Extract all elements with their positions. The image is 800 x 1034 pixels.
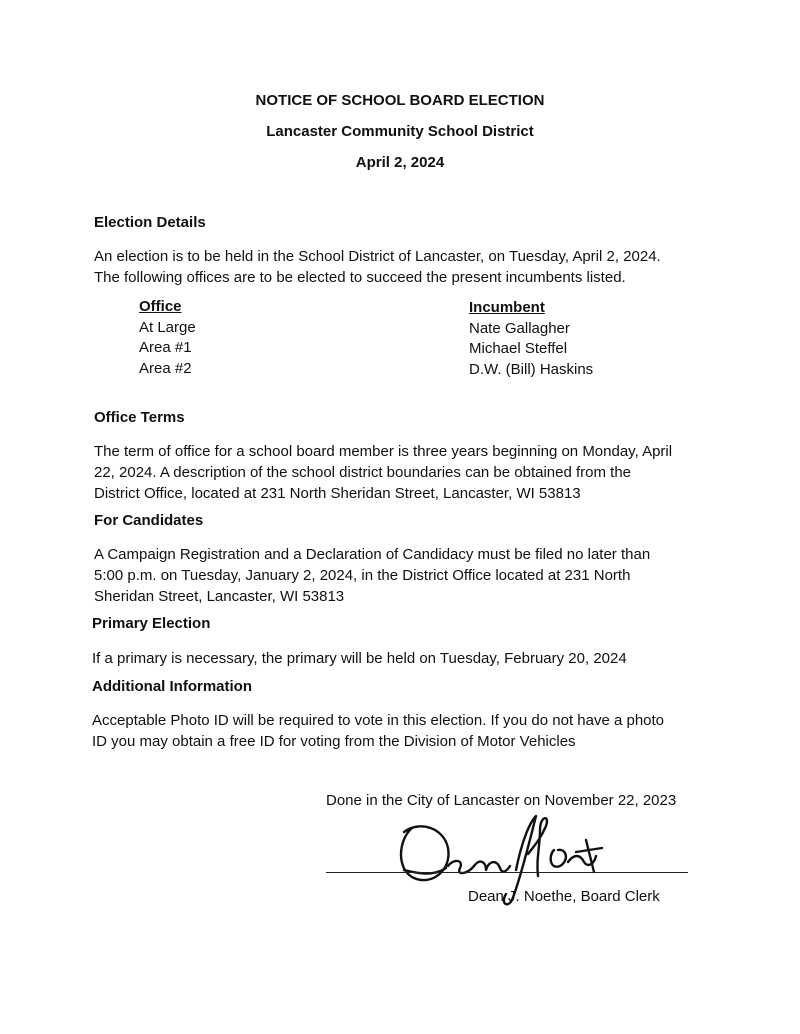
additional-heading: Additional Information	[92, 678, 252, 695]
candidates-line-2: 5:00 p.m. on Tuesday, January 2, 2024, in the District Office located at 231 North	[94, 567, 631, 584]
election-date: April 2, 2024	[355, 154, 445, 171]
clerk-name: Dean J. Noethe, Board Clerk	[468, 888, 660, 905]
office-cell: At Large	[139, 318, 196, 336]
incumbent-header: Incumbent	[469, 299, 545, 316]
election-details-paragraph	[94, 246, 734, 288]
signature-line	[326, 872, 688, 873]
additional-paragraph	[92, 710, 772, 752]
additional-line-1: Acceptable Photo ID will be required to vote in this election. If you do not have a photo	[92, 712, 665, 729]
notice-title: NOTICE OF SCHOOL BOARD ELECTION	[255, 92, 545, 109]
incumbent-column	[469, 298, 593, 380]
office-cell: Area #2	[139, 359, 192, 377]
primary-heading: Primary Election	[92, 615, 211, 632]
election-details-line-2: The following offices are to be elected to succeed the present incumbents listed.	[94, 269, 626, 286]
office-header: Office	[139, 298, 182, 315]
candidates-line-3: Sheridan Street, Lancaster, WI 53813	[94, 588, 345, 605]
election-details-line-1: An election is to be held in the School District of Lancaster, on Tuesday, April 2, 2024.	[94, 248, 661, 265]
office-column	[139, 297, 196, 379]
additional-line-2: ID you may obtain a free ID for voting from the Division of Motor Vehicles	[92, 733, 576, 750]
done-statement: Done in the City of Lancaster on November 22, 2023	[326, 792, 677, 809]
election-details-heading: Election Details	[94, 214, 206, 231]
candidates-line-1: A Campaign Registration and a Declaration of Candidacy must be filed no later than	[94, 546, 651, 563]
incumbent-cell: D.W. (Bill) Haskins	[469, 360, 594, 378]
candidates-heading: For Candidates	[94, 512, 204, 529]
office-cell: Area #1	[139, 339, 192, 356]
office-terms-line-3: District Office, located at 231 North Sheridan Street, Lancaster, WI 53813	[94, 485, 581, 502]
primary-paragraph	[92, 648, 732, 669]
office-terms-line-2: 22, 2024. A description of the school district boundaries can be obtained from the	[94, 464, 632, 481]
district-name: Lancaster Community School District	[266, 123, 534, 140]
incumbent-cell: Michael Steffel	[469, 340, 568, 357]
candidates-paragraph	[94, 544, 734, 607]
office-terms-paragraph	[94, 441, 774, 504]
incumbent-cell: Nate Gallagher	[469, 319, 570, 337]
office-terms-line-1: The term of office for a school board member is three years beginning on Monday, April	[94, 443, 673, 460]
office-terms-heading: Office Terms	[94, 409, 185, 426]
primary-line-1: If a primary is necessary, the primary will be held on Tuesday, February 20, 2024	[92, 650, 627, 667]
